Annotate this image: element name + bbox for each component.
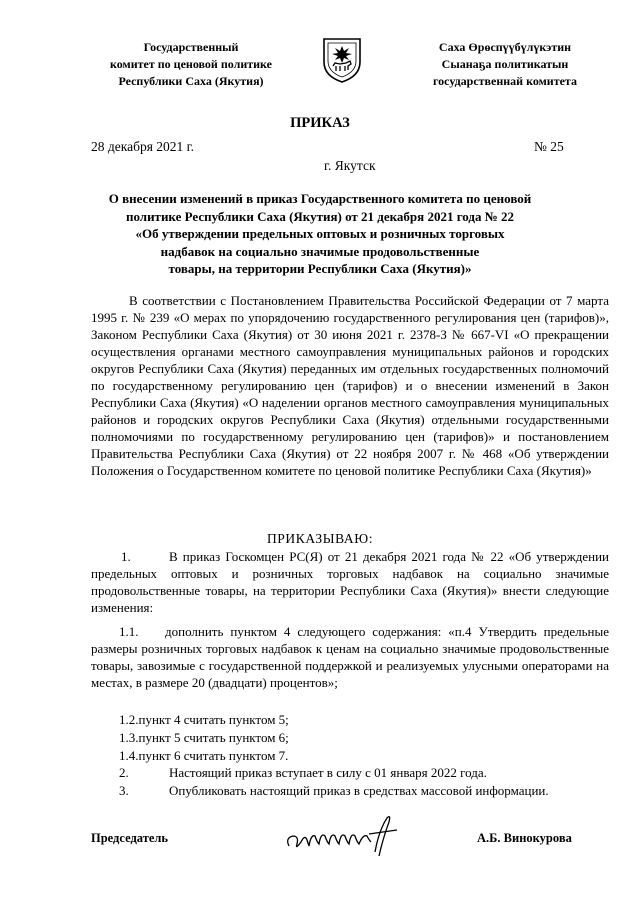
item-text: пункт 6 считать пунктом 7. bbox=[138, 748, 289, 763]
order-item-1-3 bbox=[119, 729, 609, 746]
item-text: Настоящий приказ вступает в силу с 01 января 2022 года. bbox=[169, 765, 487, 780]
preamble-paragraph: В соответствии с Постановлением Правительства Российской Федерации от 7 марта 1995 г. № 239 «О мерах по упорядочению государственного регулирования цен (тарифов)», Законом Республики Саха (Якутия) от 30 июня 2021 г. 2378-З № 667-VI «О прекращении осуществления органами местного самоуправления муниципальных районов и городских округов Республики Саха (Якутия) переданных им отдельных государственных полномочий по государственному регулированию цен (тарифов) и о внесении изменений в Закон Республики Саха (Якутия) «О наделении органов местного самоуправления муниципальных районов и городских округов Республики Саха (Якутия) отдельными государственными полномочиями по государственному регулированию цен (тарифов)» и постановлением Правительства Республики Саха (Якутия) от 22 ноября 2007 г. № 468 «Об утверждении Положения о Государственном комитете по ценовой политике Республики Саха (Якутия)» bbox=[91, 293, 609, 478]
signer-role: Председатель bbox=[91, 831, 169, 845]
order-item-1-2 bbox=[119, 711, 609, 728]
header-right-line: Сыанаҕа политикатын bbox=[441, 57, 569, 71]
document-city: г. Якутск bbox=[324, 158, 376, 173]
header-left-org-name bbox=[96, 39, 286, 90]
item-number: 1.1. bbox=[119, 624, 139, 639]
title-line: политике Республики Саха (Якутия) от 21 декабря 2021 года № 22 bbox=[125, 208, 515, 224]
order-item-1 bbox=[91, 548, 609, 616]
item-number: 3. bbox=[119, 783, 129, 798]
order-item-2 bbox=[91, 764, 609, 781]
header-left-line: Республики Саха (Якутия) bbox=[118, 74, 264, 88]
order-item-1-4 bbox=[119, 747, 609, 764]
title-line: О внесении изменений в приказ Государственного комитета по ценовой bbox=[108, 191, 532, 206]
header-right-line: государственнай комитета bbox=[433, 74, 577, 88]
item-text: В приказ Госкомцен РС(Я) от 21 декабря 2021 года № 22 «Об утверждении предельных оптовых и розничных торговых надбавок на социально значимые продовольственные товары, на территории Республики Саха (Якутия)» внести следующие изменения: bbox=[91, 549, 609, 615]
item-number: 1.4. bbox=[119, 748, 139, 763]
item-number: 1.2. bbox=[119, 712, 139, 727]
handwritten-signature-icon bbox=[283, 812, 403, 860]
order-item-1-1 bbox=[91, 623, 609, 691]
header-right-line: Саха Өрөспүүбүлүкэтин bbox=[438, 40, 572, 54]
order-word: ПРИКАЗЫВАЮ: bbox=[266, 531, 374, 546]
coat-of-arms-emblem-icon bbox=[320, 36, 364, 84]
document-number: № 25 bbox=[534, 139, 564, 154]
document-type-heading: ПРИКАЗ bbox=[290, 115, 350, 131]
item-text: Опубликовать настоящий приказ в средствах массовой информации. bbox=[169, 783, 549, 798]
header-right-org-name bbox=[405, 39, 605, 90]
document-date: 28 декабря 2021 г. bbox=[91, 139, 195, 154]
item-number: 2. bbox=[119, 765, 129, 780]
title-line: товары, на территории Республики Саха (Якутия)» bbox=[168, 261, 472, 276]
signer-name: А.Б. Винокурова bbox=[477, 831, 572, 845]
header-left-line: комитет по ценовой политике bbox=[110, 57, 272, 71]
order-item-3 bbox=[91, 782, 609, 799]
header-left-line: Государственный bbox=[143, 40, 239, 54]
item-number: 1.3. bbox=[119, 730, 139, 745]
item-number: 1. bbox=[121, 549, 131, 564]
item-text: пункт 4 считать пунктом 5; bbox=[138, 712, 289, 727]
item-text: пункт 5 считать пунктом 6; bbox=[138, 730, 289, 745]
item-text: дополнить пунктом 4 следующего содержания: «п.4 Утвердить предельные размеры розничных торговых надбавок к ценам на социально значимые продовольственные товары, завозимые с государственной поддержкой и реализуемых улусными операторами на местах, в размере 20 (двадцати) процентов»; bbox=[91, 624, 609, 690]
title-line: надбавок на социально значимые продовольственные bbox=[160, 243, 480, 259]
document-title bbox=[60, 190, 580, 278]
title-line: «Об утверждении предельных оптовых и розничных торговых bbox=[135, 226, 505, 241]
